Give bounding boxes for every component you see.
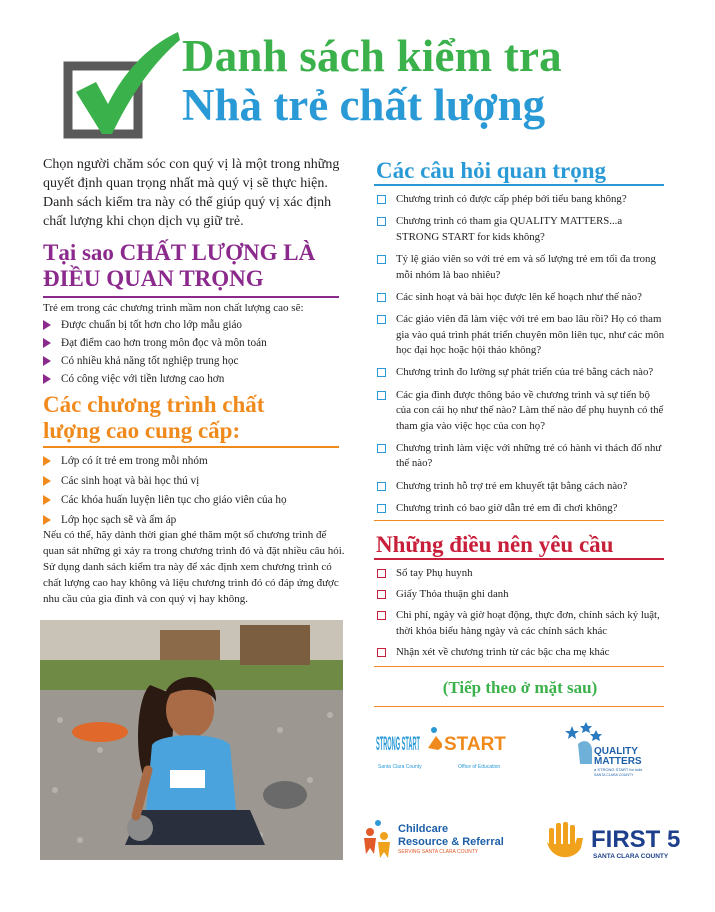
triangle-bullet-icon xyxy=(43,374,51,384)
list-item-text: Các khóa huấn luyện liên tục cho giáo viên của họ xyxy=(61,494,287,506)
question-item xyxy=(376,312,666,359)
why-heading-line-2: ĐIỀU QUAN TRỌNG xyxy=(43,266,264,291)
strong-start-office: Office of Education xyxy=(458,764,501,770)
list-item xyxy=(43,336,343,354)
programs-heading-line-1: Các chương trình chất xyxy=(43,392,265,417)
question-item xyxy=(376,501,666,517)
question-text: Các giáo viên đã làm việc với trẻ em bao lâu rồi? Họ có tham gia vào quá trình phát triển chuyên môn liên tục, như các môn học đại học hoặc hội thảo không? xyxy=(396,312,665,357)
request-text: Sổ tay Phụ huynh xyxy=(396,567,473,579)
first5-county: SANTA CLARA COUNTY xyxy=(593,853,669,860)
checkbox-icon xyxy=(377,569,386,578)
triangle-bullet-icon xyxy=(43,338,51,348)
request-item xyxy=(376,566,666,582)
question-text: Chương trình hỗ trợ trẻ em khuyết tật bằng cách nào? xyxy=(396,479,628,492)
triangle-bullet-icon xyxy=(43,476,51,486)
childcare-resource-referral-logo xyxy=(360,818,540,862)
list-item xyxy=(43,372,343,390)
list-item xyxy=(43,493,343,513)
list-item-text: Lớp học sạch sẽ và ấm áp xyxy=(61,513,177,526)
requests-heading: Những điều nên yêu cầu xyxy=(376,532,614,557)
checkbox-icon xyxy=(377,611,386,620)
checkbox-icon xyxy=(377,368,386,377)
quality-matters-logo xyxy=(562,720,662,780)
checkbox-icon xyxy=(377,444,386,453)
questions-list xyxy=(376,192,666,523)
triangle-bullet-icon xyxy=(43,495,51,505)
checkbox-icon xyxy=(377,195,386,204)
list-item-text: Lớp có ít trẻ em trong mỗi nhóm xyxy=(61,455,208,467)
checkbox-icon xyxy=(377,315,386,324)
blue-divider xyxy=(374,184,664,186)
title-line-1: Danh sách kiểm tra xyxy=(182,31,562,81)
checkbox-icon xyxy=(377,293,386,302)
orange-thin-divider xyxy=(374,666,664,667)
title-line-2: Nhà trẻ chất lượng xyxy=(182,80,546,130)
question-item xyxy=(376,214,666,245)
question-item xyxy=(376,290,666,306)
question-text: Các gia đình được thông báo về chương trình và sự tiến bộ của con cái họ như thế nào? Làm thế nào để phụ huynh có thể tham gia vào việc học của con họ? xyxy=(396,388,664,432)
purple-divider xyxy=(43,296,339,298)
why-heading-line-1: Tại sao CHẤT LƯỢNG LÀ xyxy=(43,240,316,265)
list-item-text: Được chuẩn bị tốt hơn cho lớp mẫu giáo xyxy=(61,319,243,331)
red-divider xyxy=(374,558,664,560)
triangle-bullet-icon xyxy=(43,320,51,330)
visit-paragraph: Nếu có thể, hãy dành thời gian ghé thăm một số chương trình để quan sát những gì xảy ra trong chương trình đó và đặt nhiều câu hỏi. Sử dụng danh sách kiểm tra này để xác định xem chương trình có chất lượng cao hay không và liệu chương trình đó có đáp ứng được nhu cầu của gia đình và con quý vị hay không. xyxy=(43,529,345,605)
triangle-bullet-icon xyxy=(43,456,51,466)
orange-divider xyxy=(43,446,339,448)
orange-thin-divider xyxy=(374,706,664,707)
list-item xyxy=(43,354,343,372)
question-item xyxy=(376,388,666,435)
why-list xyxy=(43,318,343,390)
list-item-text: Các sinh hoạt và bài học thú vị xyxy=(61,474,200,487)
list-item-text: Có nhiều khả năng tốt nghiệp trung học xyxy=(61,355,239,367)
orange-thin-divider xyxy=(374,520,664,521)
list-item xyxy=(43,454,343,474)
why-lead-text: Trẻ em trong các chương trình mầm non chất lượng cao sẽ: xyxy=(43,302,304,314)
requests-list xyxy=(376,566,666,666)
question-text: Chương trình có tham gia QUALITY MATTERS...a STRONG START for kids không? xyxy=(396,215,623,243)
list-item xyxy=(43,474,343,494)
intro-paragraph: Chọn người chăm sóc con quý vị là một trong những quyết định quan trọng nhất mà quý vị sẽ thực hiện. Danh sách kiểm tra này có thể giúp quý vị xác định chất lượng khi chọn dịch vụ giữ trẻ. xyxy=(43,157,340,229)
strong-start-text: STRONG START xyxy=(376,734,421,755)
request-text: Giấy Thỏa thuận ghi danh xyxy=(396,588,509,601)
strong-start-logo xyxy=(376,724,506,774)
ccrr-line-1: Childcare xyxy=(398,823,449,835)
question-text: Chương trình đo lường sự phát triển của trẻ bằng cách nào? xyxy=(396,366,654,379)
checkbox-icon xyxy=(377,590,386,599)
questions-heading: Các câu hỏi quan trọng xyxy=(376,158,607,183)
child-playing-photo xyxy=(40,620,343,860)
checkbox-icon xyxy=(377,482,386,491)
question-item xyxy=(376,365,666,381)
qm-county: SANTA CLARA COUNTY xyxy=(594,773,634,777)
programs-heading xyxy=(43,392,343,444)
ccrr-line-3: SERVING SANTA CLARA COUNTY xyxy=(398,849,479,855)
list-item xyxy=(43,318,343,336)
request-text: Chi phí, ngày và giờ hoạt động, thực đơn, chính sách kỷ luật, thời khóa biểu hàng ngày và các chính sách khác xyxy=(396,609,660,637)
question-item xyxy=(376,441,666,472)
question-text: Các sinh hoạt và bài học được lên kế hoạch như thế nào? xyxy=(396,290,642,303)
quality-text: QUALITY xyxy=(594,746,638,757)
why-quality-heading xyxy=(43,240,343,292)
list-item-text: Đạt điểm cao hơn trong môn đọc và môn toán xyxy=(61,337,267,349)
checkbox-check-icon xyxy=(62,30,182,140)
triangle-bullet-icon xyxy=(43,356,51,366)
checkbox-icon xyxy=(377,255,386,264)
request-item xyxy=(376,587,666,603)
checkbox-icon xyxy=(377,391,386,400)
qm-tagline: a STRONG START for kids xyxy=(594,767,643,772)
first-5-logo xyxy=(547,820,697,864)
svg-text:STRONG START xyxy=(376,734,420,755)
page-title xyxy=(182,31,562,130)
question-text: Chương trình có được cấp phép bởi tiểu bang không? xyxy=(396,193,627,205)
question-text: Chương trình làm việc với những trẻ có hành vi thách đố như thế nào? xyxy=(396,441,662,470)
strong-start-county: Santa Clara County xyxy=(378,764,422,770)
checkbox-icon xyxy=(377,504,386,513)
request-text: Nhận xét về chương trình từ các bậc cha mẹ khác xyxy=(396,646,610,659)
question-item xyxy=(376,192,666,208)
list-item-text: Có công việc với tiền lương cao hơn xyxy=(61,373,225,385)
request-item xyxy=(376,645,666,661)
svg-text:START: START xyxy=(444,734,506,755)
question-item xyxy=(376,252,666,283)
question-item xyxy=(376,479,666,495)
question-text: Tỷ lệ giáo viên so với trẻ em và số lượng trẻ em tối đa trong mỗi nhóm là bao nhiêu? xyxy=(396,252,656,281)
request-item xyxy=(376,608,666,639)
ccrr-line-2: Resource & Referral xyxy=(398,836,504,848)
continued-note: (Tiếp theo ở mặt sau) xyxy=(442,678,598,697)
programs-heading-line-2: lượng cao cung cấp: xyxy=(43,418,241,443)
matters-text: MATTERS xyxy=(594,756,642,767)
checkbox-icon xyxy=(377,217,386,226)
programs-list xyxy=(43,454,343,532)
triangle-bullet-icon xyxy=(43,515,51,525)
first5-text: FIRST 5 xyxy=(591,826,681,853)
checkbox-icon xyxy=(377,648,386,657)
question-text: Chương trình có bao giờ dẫn trẻ em đi chơi không? xyxy=(396,501,618,514)
